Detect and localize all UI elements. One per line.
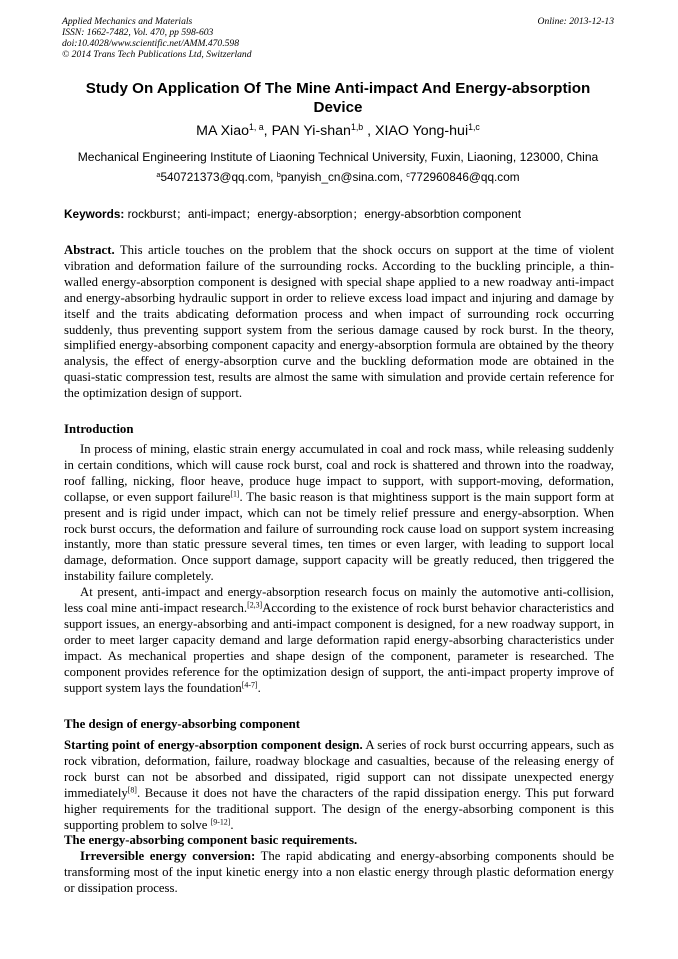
paragraph-text: The rapid abdicating and energy-absorbing components should be transforming most of the input kinetic energy into a non elastic energy through plastic deformation energy or dissipation process. xyxy=(64,849,614,896)
abstract xyxy=(64,243,614,402)
email-mark: b xyxy=(276,169,281,179)
author-separator: , xyxy=(263,123,272,139)
author-affiliation-mark: 1,c xyxy=(468,122,480,133)
introduction-paragraph xyxy=(64,585,614,696)
design-paragraph xyxy=(64,849,614,897)
paragraph-text: At present, anti-impact and energy-absorption research focus on mainly the automotive anti-collision, less coal mine anti-impact research. xyxy=(64,585,614,616)
online-date: Online: 2013-12-13 xyxy=(537,16,614,27)
abstract-label: Abstract. xyxy=(64,243,115,257)
citation[interactable]: [9-12] xyxy=(210,817,231,827)
paper-title: Study On Application Of The Mine Anti-impact And Energy-absorption Device xyxy=(85,80,591,116)
paragraph-text: A series of rock burst occurring appears, such as rock vibration, deformation, failure, roadway blockage and casualties, because of the releasing energy of rock burst can not be absorbed and dissipated, rigid support can not dissipate unexpected energy immediately xyxy=(64,738,615,800)
section-heading-introduction: Introduction xyxy=(64,422,134,436)
email-address[interactable]: 540721373@qq.com, xyxy=(160,170,277,184)
author-line xyxy=(62,122,614,140)
citation[interactable]: [2,3] xyxy=(247,600,263,610)
design-paragraph xyxy=(64,738,614,833)
author-affiliation-mark: 1, a xyxy=(248,122,264,133)
citation[interactable]: [4-7] xyxy=(241,680,258,690)
email-address[interactable]: 772960846@qq.com xyxy=(409,170,520,184)
paragraph-heading: Starting point of energy-absorption component design. xyxy=(64,738,363,752)
email-mark: c xyxy=(406,169,410,179)
subsection-heading: The energy-absorbing component basic requirements. xyxy=(64,833,358,848)
email-mark: a xyxy=(156,169,161,179)
copyright-line: © 2014 Trans Tech Publications Ltd, Switzerland xyxy=(62,49,252,60)
email-address[interactable]: panyish_cn@sina.com, xyxy=(280,170,407,184)
journal-name: Applied Mechanics and Materials xyxy=(62,16,193,27)
author-name: XIAO Yong-hui xyxy=(375,123,469,139)
section-heading-design: The design of energy-absorbing component xyxy=(64,717,301,731)
introduction-paragraph xyxy=(64,442,614,585)
paragraph-text: According to the existence of rock burst behavior characteristics and support issues, an energy-absorbing and anti-impact component is designed, for a new roadway support, in order to meet larger capacity demand and large deformation rapid energy-absorbing characteristics under impact. As mechanical properties and shape design of the component, parameter is researched. The component provides reference for the optimization design of support, the anti-impact property improve of support system lays the foundation xyxy=(64,601,614,695)
author-name: PAN Yi-shan xyxy=(271,123,351,139)
design-body xyxy=(64,738,614,897)
affiliation: Mechanical Engineering Institute of Liaoning Technical University, Fuxin, Liaoning, 123000, China xyxy=(77,150,599,164)
keywords-text: rockburst；anti-impact；energy-absorption；energy-absorbtion component xyxy=(124,207,522,221)
issn-line: ISSN: 1662-7482, Vol. 470, pp 598-603 xyxy=(62,27,214,38)
email-line xyxy=(62,170,614,185)
keywords-label: Keywords: xyxy=(64,207,125,221)
author-separator: , xyxy=(363,123,376,139)
introduction-body xyxy=(64,442,614,697)
author-name: MA Xiao xyxy=(196,123,249,139)
abstract-text: This article touches on the problem that the shock occurs on support at the time of violent vibration and deformation failure of the surrounding rocks. According to the buckling principle, a thin-walled energy-absorption component is designed with special shape applied to a new roadway anti-impact and energy-absorbing hydraulic support in order to relieve excess load impact and injuring and damage by itself and the traits abdicating deformation process and when impact of surrounding rock occurring suddenly, thus preventing support system from the serious damage caused by rock burst. In the theory, simplified energy-absorbing component capacity and energy-absorption formula are obtained by the theory analysis, the effect of energy-absorption curve and the buckling deformation mode are obtained in the quasi-static compression test, results are almost the same with simulation and provide certain reference for the optimization design of support. xyxy=(64,243,614,401)
author-affiliation-mark: 1,b xyxy=(350,122,364,133)
keywords xyxy=(64,207,616,222)
citation[interactable]: [1] xyxy=(230,489,240,499)
citation[interactable]: [8] xyxy=(127,785,137,795)
paragraph-heading: Irreversible energy conversion: xyxy=(80,849,256,864)
journal-header xyxy=(62,16,614,60)
paragraph-text: In process of mining, elastic strain energy accumulated in coal and rock mass, while releasing suddenly in certain conditions, which will cause rock burst, coal and rock is shattered and thrown into the roadway, roof falling, nicking, floor heave, produce huge impact to support, with support-moving, deformation, collapse, or even support failure xyxy=(64,442,614,504)
paragraph-text: . xyxy=(230,817,234,832)
doi-line: doi:10.4028/www.scientific.net/AMM.470.598 xyxy=(62,38,240,49)
paragraph-text: . The basic reason is that mightiness support is the main support form at present and is rigid under impact, which can not be timely relief pressure and energy-absorption. When rock burst occurs, the deformation and failure of surrounding rock cause load on support system increasing instantly, more than static pressure several times, ten times or even larger, with leading to support local damage, deformation. Once support damage, support capacity will be greatly reduced, then triggered the instability failure completely. xyxy=(64,489,615,584)
paragraph-text: . xyxy=(257,680,261,695)
paragraph-text: . Because it does not have the characters of the rapid dissipation energy. This put forward higher requirements for the traditional support. The design of the energy-absorbing component is this supporting problem to solve xyxy=(64,785,614,832)
